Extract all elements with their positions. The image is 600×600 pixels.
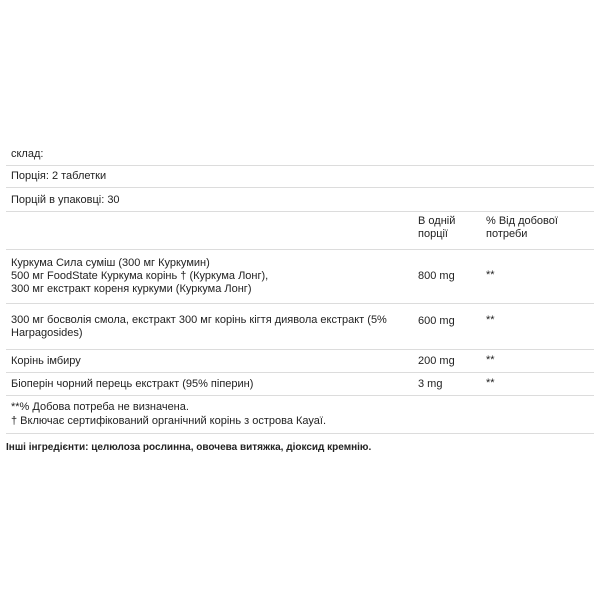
servings-per-container-row [6, 188, 594, 212]
panel-title-row [6, 141, 594, 166]
ingredient-amount: 200 mg [418, 355, 455, 367]
column-header-row [6, 212, 594, 250]
ingredient-name [11, 378, 406, 391]
ingredient-name-line: Куркума Сила суміш (300 мг Куркумин) [11, 257, 210, 269]
amount-header-line-2: порції [418, 228, 448, 240]
ingredient-daily-value: ** [486, 314, 495, 326]
ingredient-name-line: Біоперін чорний перець екстракт (95% піперин) [11, 378, 254, 390]
panel-title: склад: [11, 148, 44, 160]
ingredient-name [11, 314, 406, 340]
footnote-organic: † Включає сертифікований органічний корінь з острова Кауаї. [11, 415, 327, 427]
daily-value-column-header [486, 215, 586, 241]
servings-per-container: Порцій в упаковці: 30 [11, 194, 120, 206]
ingredient-amount: 3 mg [418, 378, 443, 390]
ingredient-daily-value: ** [486, 269, 495, 281]
ingredient-daily-value: ** [486, 354, 495, 366]
serving-size-row [6, 166, 594, 188]
other-ingredients: Інші інгредієнти: целюлоза рослинна, овочева витяжка, діоксид кремнію. [6, 442, 372, 453]
ingredient-daily-value: ** [486, 377, 495, 389]
ingredient-name-line: Harpagosides) [11, 327, 83, 339]
supplement-facts-panel [6, 141, 594, 434]
ingredient-name [11, 355, 406, 368]
amount-column-header [418, 215, 483, 241]
ingredient-name-line: 500 мг FoodState Куркума корінь † (Куркума Лонг), [11, 270, 269, 282]
ingredient-row [6, 350, 594, 373]
ingredient-name [11, 257, 406, 296]
ingredient-name-line: 300 мг екстракт кореня куркуми (Куркума Лонг) [11, 283, 252, 295]
footnote-daily-value: **% Добова потреба не визначена. [11, 401, 189, 413]
ingredient-row [6, 373, 594, 396]
ingredient-amount: 800 mg [418, 270, 455, 282]
ingredient-name-line: 300 мг босволія смола, екстракт 300 мг корінь кігтя диявола екстракт (5% [11, 314, 387, 326]
serving-size: Порція: 2 таблетки [11, 170, 107, 182]
ingredient-amount: 600 mg [418, 315, 455, 327]
ingredient-row [6, 304, 594, 350]
ingredient-name-line: Корінь імбиру [11, 355, 81, 367]
dv-header-line-1: % Від добової [486, 215, 558, 227]
footnotes-row [6, 396, 594, 434]
amount-header-line-1: В одній [418, 215, 456, 227]
ingredient-row [6, 250, 594, 304]
dv-header-line-2: потреби [486, 228, 528, 240]
